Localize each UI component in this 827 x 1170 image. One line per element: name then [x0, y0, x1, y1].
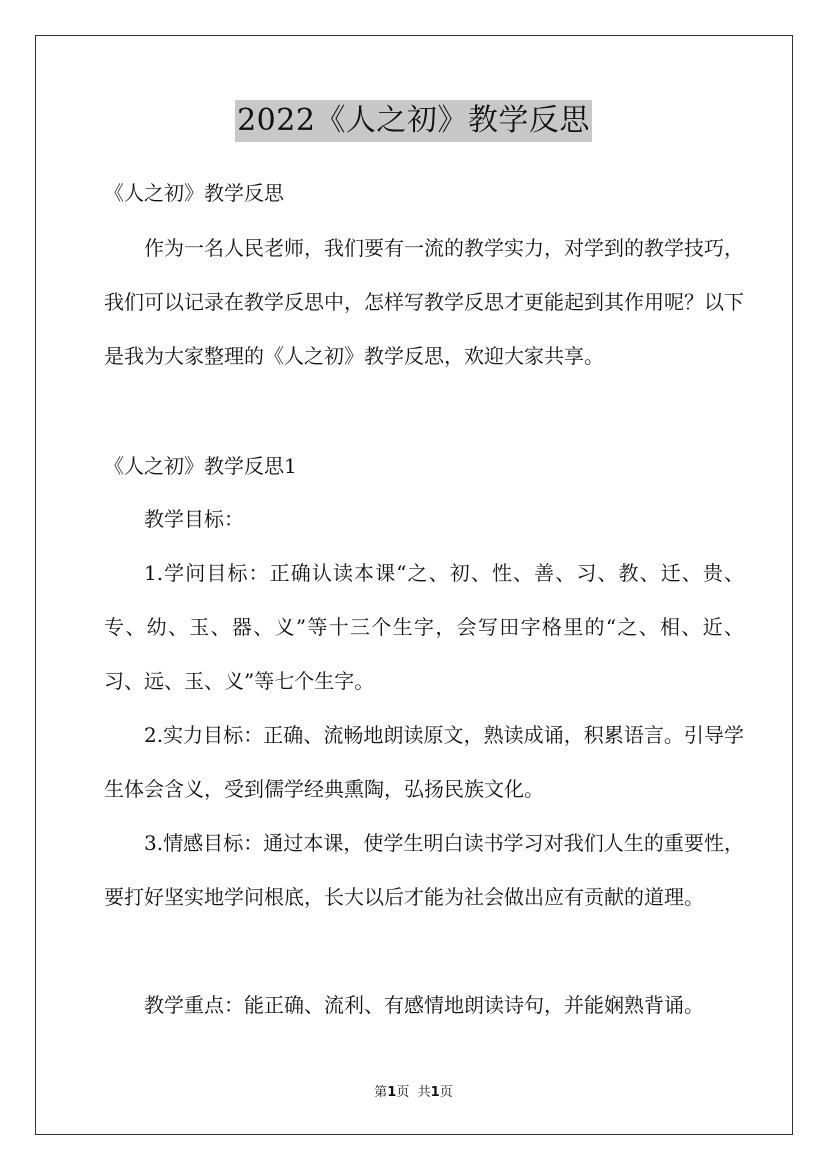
- document-title: 2022《人之初》教学反思: [235, 100, 592, 142]
- goal-emotion-paragraph: 3.情感目标：通过本课，使学生明白读书学习对我们人生的重要性，要打好坚实地学问根底，长大以后才能为社会做出应有贡献的道理。: [104, 831, 744, 909]
- intro-paragraph: 作为一名人民老师，我们要有一流的教学实力，对学到的教学技巧，我们可以记录在教学反思中，怎样写教学反思才更能起到其作用呢？以下是我为大家整理的《人之初》教学反思，欢迎大家共享。: [104, 236, 744, 368]
- footer-page-current: 1: [387, 1085, 397, 1100]
- goal-ability-paragraph: 2.实力目标：正确、流畅地朗读原文，熟读成诵，积累语言。引导学生体会含义，受到儒学经典熏陶，弘扬民族文化。: [104, 723, 744, 801]
- footer-page-total: 1: [430, 1085, 440, 1100]
- page-footer: [0, 1084, 827, 1102]
- document-subtitle: 《人之初》教学反思: [104, 181, 284, 205]
- footer-page-suffix: 页: [396, 1085, 410, 1100]
- footer-total-prefix: 共: [417, 1085, 431, 1100]
- goals-label: 教学目标：: [144, 507, 244, 531]
- footer-page-prefix: 第: [374, 1085, 388, 1100]
- title-container: [0, 100, 827, 142]
- goal-knowledge-paragraph: 1.学问目标：正确认读本课“之、初、性、善、习、教、迁、贵、专、幼、玉、器、义”等十三个生字，会写田字格里的“之、相、近、习、远、玉、义”等七个生字。: [104, 561, 744, 693]
- key-point-paragraph: 教学重点：能正确、流利、有感情地朗读诗句，并能娴熟背诵。: [144, 993, 704, 1017]
- footer-total-suffix: 页: [439, 1085, 453, 1100]
- section-heading: 《人之初》教学反思1: [104, 454, 297, 478]
